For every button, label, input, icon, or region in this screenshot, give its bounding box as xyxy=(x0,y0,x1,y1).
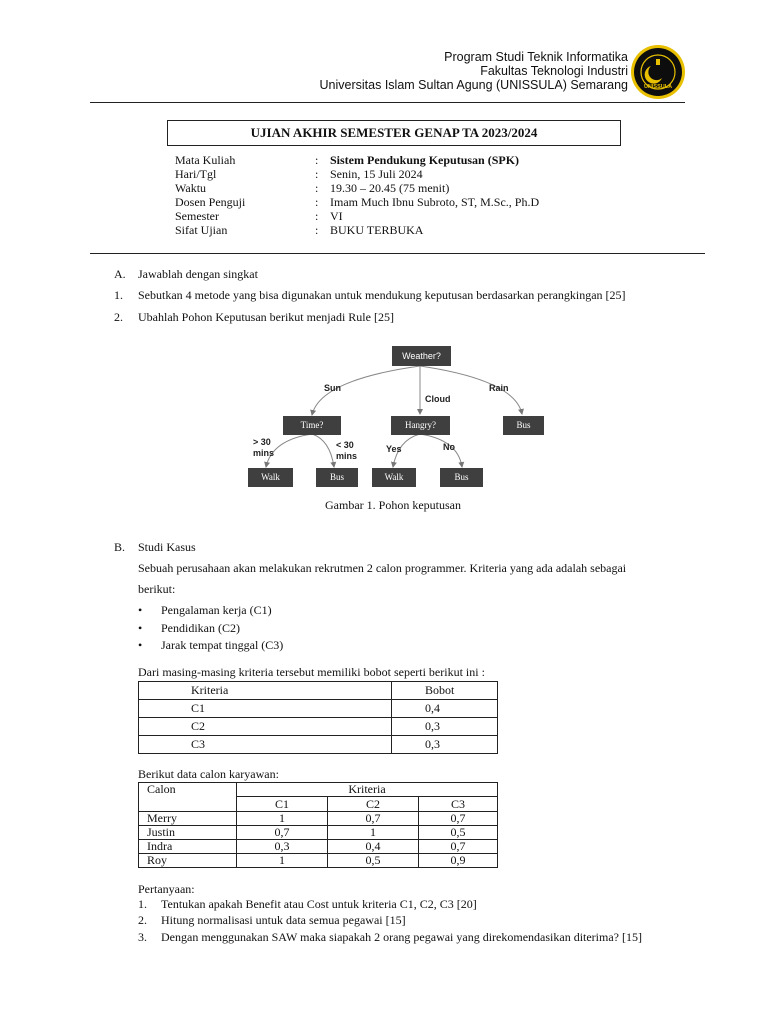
criteria-bullet-c2: • Pendidikan (C2) xyxy=(161,621,240,636)
candidates-intro: Berikut data calon karyawan: xyxy=(138,767,279,781)
info-colon: : xyxy=(315,223,319,237)
tree-caption: Gambar 1. Pohon keputusan xyxy=(325,498,461,512)
table-cell: 0,4 xyxy=(392,700,498,718)
table-cell: C1 xyxy=(139,700,392,718)
info-key: Sifat Ujian xyxy=(175,223,228,237)
table-cell: Merry xyxy=(139,812,237,826)
weights-table xyxy=(138,681,498,754)
edge-no-line xyxy=(420,434,462,467)
question-b2: Hitung normalisasi untuk data semua pegawai [15] xyxy=(161,913,406,927)
info-key: Hari/Tgl xyxy=(175,167,217,181)
question-b1-number: 1. xyxy=(138,897,147,911)
edge-lt30-label-a: < 30 xyxy=(336,440,354,450)
table-cell: 0,7 xyxy=(419,812,498,826)
info-value: Senin, 15 Juli 2024 xyxy=(330,167,423,181)
question-b3: Dengan menggunakan SAW maka siapakah 2 orang pegawai yang direkomendasikan diterima? [15] xyxy=(161,930,642,944)
table-cell: 1 xyxy=(237,812,328,826)
table-cell: 0,7 xyxy=(237,826,328,840)
table-row xyxy=(139,682,498,700)
table-cell: 0,7 xyxy=(419,840,498,854)
table-cell: 1 xyxy=(237,854,328,868)
table-cell: Justin xyxy=(139,826,237,840)
info-value: BUKU TERBUKA xyxy=(330,223,424,237)
table-cell: 1 xyxy=(328,826,419,840)
table-cell: Roy xyxy=(139,854,237,868)
table-row xyxy=(139,854,498,868)
table-cell: C2 xyxy=(139,718,392,736)
edge-gt30-label-a: > 30 xyxy=(253,437,271,447)
table-row xyxy=(139,826,498,840)
question-a2: Ubahlah Pohon Keputusan berikut menjadi Rule [25] xyxy=(138,310,394,324)
info-key: Semester xyxy=(175,209,219,223)
info-value: Imam Much Ibnu Subroto, ST, M.Sc., Ph.D xyxy=(330,195,540,209)
edge-cloud-label: Cloud xyxy=(425,394,451,404)
table-row xyxy=(139,718,498,736)
info-colon: : xyxy=(315,195,319,209)
info-colon: : xyxy=(315,181,319,195)
questions-title: Pertanyaan: xyxy=(138,882,195,896)
section-a-marker: A. xyxy=(114,267,126,281)
section-b-marker: B. xyxy=(114,540,126,554)
table-header-cell: Kriteria xyxy=(139,682,392,700)
table-cell: 0,4 xyxy=(328,840,419,854)
table-header-cell: Calon xyxy=(139,783,237,812)
candidates-table xyxy=(138,782,498,868)
edge-sun-label: Sun xyxy=(324,383,341,393)
case-intro-line1: Sebuah perusahaan akan melakukan rekrutmen 2 calon programmer. Kriteria yang ada adalah sebagai xyxy=(138,561,627,575)
table-cell: 0,9 xyxy=(419,854,498,868)
table-cell: C3 xyxy=(139,736,392,754)
weights-intro: Dari masing-masing kriteria tersebut memiliki bobot seperti berikut ini : xyxy=(138,665,485,679)
table-row xyxy=(139,783,498,797)
table-cell: Indra xyxy=(139,840,237,854)
edge-no-label: No xyxy=(443,442,455,452)
logo-text: UNISSULA xyxy=(643,84,673,90)
table-header-cell: Bobot xyxy=(392,682,498,700)
table-row xyxy=(139,700,498,718)
table-cell: 0,5 xyxy=(328,854,419,868)
question-b2-number: 2. xyxy=(138,913,147,927)
section-a-title: Jawablah dengan singkat xyxy=(138,267,258,281)
edge-lt30-line xyxy=(312,434,334,467)
table-cell: 0,3 xyxy=(392,736,498,754)
table-row xyxy=(139,840,498,854)
tree-hungry-node: Hangry? xyxy=(391,416,450,435)
info-value: VI xyxy=(330,209,343,223)
tree-leaf-bus-1: Bus xyxy=(316,468,358,487)
table-cell: 0,3 xyxy=(237,840,328,854)
info-colon: : xyxy=(315,167,319,181)
info-value: Sistem Pendukung Keputusan (SPK) xyxy=(330,153,520,167)
table-header-cell: C1 xyxy=(237,797,328,812)
question-b3-number: 3. xyxy=(138,930,147,944)
table-cell: 0,7 xyxy=(328,812,419,826)
edge-yes-label: Yes xyxy=(386,444,402,454)
question-a1: Sebutkan 4 metode yang bisa digunakan untuk mendukung keputusan berdasarkan perangkingan [25] xyxy=(138,288,626,302)
table-row xyxy=(139,736,498,754)
table-row xyxy=(139,812,498,826)
header-program: Program Studi Teknik Informatika xyxy=(444,50,628,64)
edge-lt30-label-b: mins xyxy=(336,451,358,461)
exam-title: UJIAN AKHIR SEMESTER GENAP TA 2023/2024 xyxy=(167,120,621,146)
header-faculty: Fakultas Teknologi Industri xyxy=(480,64,628,78)
table-cell: 0,5 xyxy=(419,826,498,840)
table-header-cell: C3 xyxy=(419,797,498,812)
info-key: Dosen Penguji xyxy=(175,195,246,209)
table-header-cell: Kriteria xyxy=(237,783,498,797)
info-key: Mata Kuliah xyxy=(175,153,236,167)
info-colon: : xyxy=(315,209,319,223)
info-colon: : xyxy=(315,153,319,167)
edge-rain-label: Rain xyxy=(489,383,509,393)
info-value: 19.30 – 20.45 (75 menit) xyxy=(330,181,450,195)
question-b1: Tentukan apakah Benefit atau Cost untuk kriteria C1, C2, C3 [20] xyxy=(161,897,477,911)
tree-root-node: Weather? xyxy=(392,346,451,366)
edge-gt30-label-b: mins xyxy=(253,448,275,458)
table-cell: 0,3 xyxy=(392,718,498,736)
tree-rain-leaf: Bus xyxy=(503,416,544,435)
info-key: Waktu xyxy=(175,181,207,195)
tree-leaf-walk-1: Walk xyxy=(248,468,293,487)
section-b-title: Studi Kasus xyxy=(138,540,196,554)
tree-time-node: Time? xyxy=(283,416,341,435)
case-intro-line2: berikut: xyxy=(138,582,176,596)
tree-leaf-bus-2: Bus xyxy=(440,468,483,487)
criteria-bullet-c3: • Jarak tempat tinggal (C3) xyxy=(161,638,283,653)
table-header-cell: C2 xyxy=(328,797,419,812)
question-a2-number: 2. xyxy=(114,310,123,324)
tree-leaf-walk-2: Walk xyxy=(372,468,416,487)
header-university: Universitas Islam Sultan Agung (UNISSULA) Semarang xyxy=(319,78,628,92)
question-a1-number: 1. xyxy=(114,288,123,302)
criteria-bullet-c1: • Pengalaman kerja (C1) xyxy=(161,603,272,618)
